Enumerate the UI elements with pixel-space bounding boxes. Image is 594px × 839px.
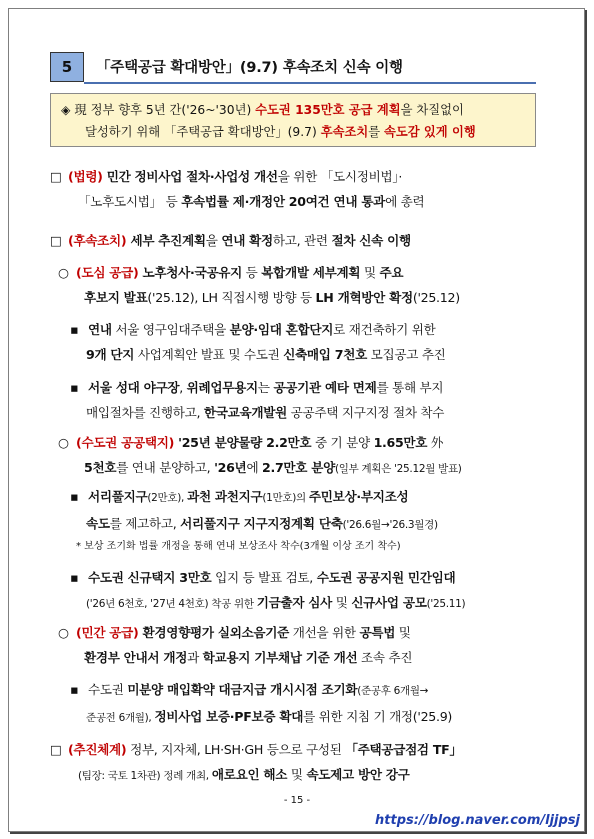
item-unsold: ▪ 수도권 미분양 매입확약 대금지급 개시시점 조기화(준공후 6개월→ 준공전 6개월), 정비사업 보증·PF보증 확대를 위한 지침 기 개정('25.9) [70, 677, 452, 731]
watermark-url: https://blog.naver.com/ljjpsj [375, 813, 580, 828]
diamond-icon: ◈ [61, 103, 71, 117]
footnote: * 보상 조기화 법률 개정을 통해 연내 보상조사 착수(3개월 이상 조기 착수) [76, 541, 401, 552]
summary-line-1: ◈ 現 정부 향후 5년 간('26~'30년) 수도권 135만호 공급 계획을 차질없이 [61, 103, 464, 117]
circle-bullet-icon: ○ [58, 625, 69, 640]
square-bullet-icon: ▪ [70, 682, 79, 697]
item-downtown-supply: ○ (도심 공급) 노후청사·국공유지 등 복합개발 세부계획 및 주요 후보지 발표('25.12), LH 직접시행 방향 등 LH 개혁방안 확정('25.12) [58, 260, 460, 310]
item-public-land: ○ (수도권 공공택지) '25년 분양물량 2.2만호 중 기 분양 1.65만호 外 5천호를 연내 분양하고, '26년에 2.7만호 분양(일부 계획은 '25.12월 발표) [58, 430, 462, 482]
square-bullet-icon: ▪ [70, 380, 79, 395]
section-underline [84, 82, 536, 84]
checkbox-square-icon: □ [50, 169, 62, 184]
item-seoripul: ▪ 서리풀지구(2만호), 과천 과천지구(1만호)의 주민보상·부지조성 속도를 제고하고, 서리풀지구 지구지정계획 단축('26.6월→'26.3월경) [70, 484, 438, 538]
square-bullet-icon: ▪ [70, 489, 79, 504]
item-law: □ (법령) 민간 정비사업 절차·사업성 개선을 위한 「도시정비법」· 「노후도시법」 등 후속법률 제·개정안 20여건 연내 통과에 총력 [50, 164, 424, 214]
item-new-site: ▪ 수도권 신규택지 3만호 입지 등 발표 검토, 수도권 공공지원 민간임대 ('26년 6천호, '27년 4천호) 착공 위한 기금출자 심사 및 신규사업 공모('25.11) [70, 565, 465, 617]
circle-bullet-icon: ○ [58, 265, 69, 280]
item-follow-up: □ (후속조치) 세부 추진계획을 연내 확정하고, 관련 절차 신속 이행 [50, 228, 411, 253]
item-governance: □ (추진체계) 정부, 지자체, LH·SH·GH 등으로 구성된 「주택공급점검 TF」 (팀장: 국토 1차관) 정례 개최, 애로요인 해소 및 속도제고 방안 강구 [50, 737, 462, 789]
item-private-supply: ○ (민간 공급) 환경영향평가 실외소음기준 개선을 위한 공특법 및 환경부 안내서 개정과 학교용지 기부채납 기준 개선 조속 추진 [58, 620, 412, 670]
page-number: - 15 - [283, 795, 311, 806]
checkbox-square-icon: □ [50, 233, 62, 248]
square-bullet-icon: ▪ [70, 322, 79, 337]
item-permanent-lease: ▪ 연내 서울 영구임대주택을 분양·임대 혼합단지로 재건축하기 위한 9개 단지 사업계획안 발표 및 수도권 신축매입 7천호 모집공고 추진 [70, 317, 446, 367]
square-bullet-icon: ▪ [70, 570, 79, 585]
summary-box [50, 93, 536, 147]
summary-line-2: 달성하기 위해 「주택공급 확대방안」(9.7) 후속조치를 속도감 있게 이행 [85, 125, 476, 139]
checkbox-square-icon: □ [50, 742, 62, 757]
section-number: 5 [50, 52, 84, 82]
item-stadium-site: ▪ 서울 성대 야구장, 위례업무용지는 공공기관 예타 면제를 통해 부지 매입절차를 진행하고, 한국교육개발원 공공주택 지구지정 절차 착수 [70, 375, 444, 425]
section-title: 「주택공급 확대방안」(9.7) 후속조치 신속 이행 [96, 60, 403, 76]
circle-bullet-icon: ○ [58, 435, 69, 450]
